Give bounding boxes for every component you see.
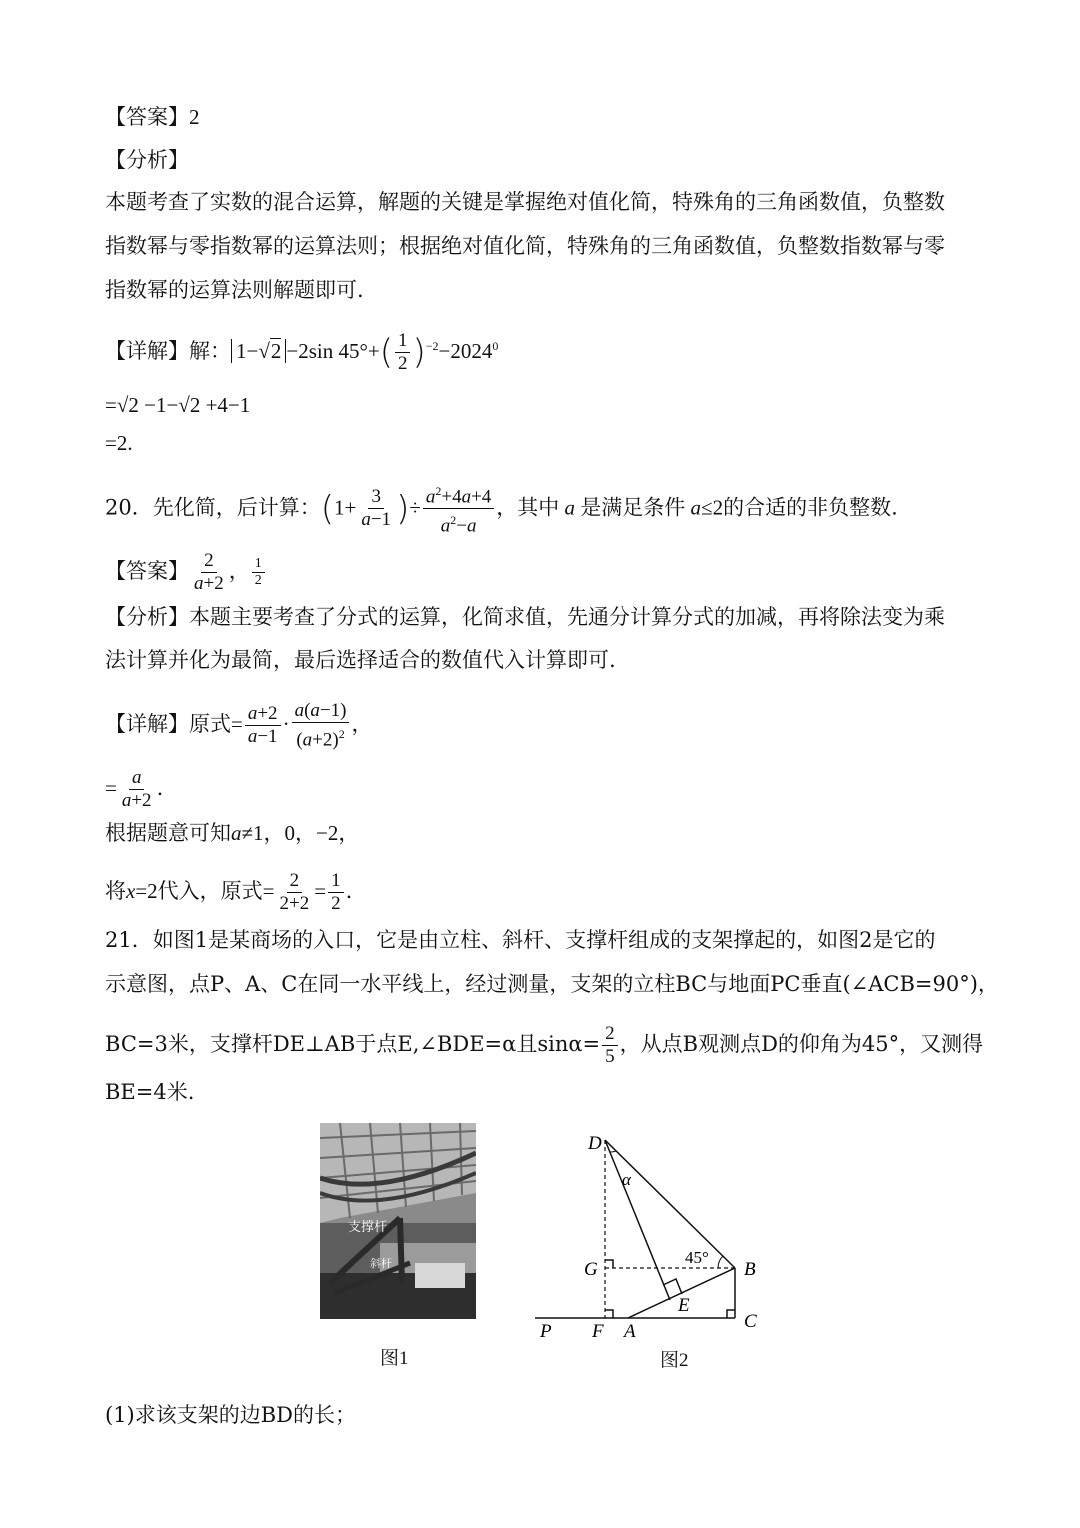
q20-substitution: 将x=2代入，原式= $\frac{2}{2+2}$ = $\frac{1}{2}$ . xyxy=(105,870,353,914)
label-B: B xyxy=(744,1259,756,1280)
q21-question-1: (1)求该支架的边BD的长； xyxy=(105,1403,357,1427)
q20-simplified: = $\frac{a}{a+2}$ . xyxy=(105,767,164,811)
q20-note-values: ≠1，0，−2， xyxy=(241,821,360,845)
detail-label: 【详解】解： xyxy=(105,339,231,363)
q21-line-1: 21．如图1是某商场的入口，它是由立柱、斜杆、支撑杆组成的支架撑起的，如图2是它的 xyxy=(105,928,936,952)
label-E: E xyxy=(678,1295,690,1316)
answer-value: 2 xyxy=(189,105,200,129)
q21-line-3b: ，从点B观测点D的仰角为45°，又测得 xyxy=(619,1032,984,1056)
label-C: C xyxy=(744,1311,757,1332)
step-1: =√2 −1−√2 +4−1 xyxy=(105,393,251,417)
q21-line-2: 示意图，点P、A、C在同一水平线上，经过测量，支架的立柱BC与地面PC垂直(∠ACB=90°)， xyxy=(105,972,999,996)
half-fraction: $\frac{1}{2}$ xyxy=(395,330,411,375)
q20-cond: 是满足条件 xyxy=(580,495,686,520)
q20-analysis-text: 本题主要考查了分式的运算，化简求值，先通分计算分式的加减，再将除法变为乘 xyxy=(189,605,945,629)
analysis-line-3: 指数幂的运算法则解题即可. xyxy=(105,278,364,302)
q20-answer: 【答案】 $\frac{2}{a+2}$ ， $\frac{1}{2}$ xyxy=(105,550,267,595)
detail-expr-tail: −2024 xyxy=(438,339,493,363)
q20-sub-mid: 代入，原式 xyxy=(157,879,263,903)
q20-note-prefix: 根据题意可知 xyxy=(105,821,231,845)
analysis-label: 【分析】 xyxy=(105,148,189,172)
q20-analysis-1 xyxy=(105,602,945,632)
answer-line xyxy=(105,102,200,132)
q20-note: 根据题意可知a≠1，0，−2， xyxy=(105,821,360,845)
label-D: D xyxy=(588,1133,602,1154)
q20-statement: 20．先化简，后计算：(1+ $\frac{3}{a-1}$ )÷ $\frac{a^2+4a+4}{a^2-a}$ ，其中 a 是满足条件 a≤2的合适的非负整数. xyxy=(105,480,898,538)
label-F: F xyxy=(592,1321,604,1340)
entrance-photo xyxy=(320,1123,476,1319)
q20-detail: 【详解】原式= $\frac{a+2}{a-1}$ · $\frac{a(a-1)}{(a+2)^2}$ ， xyxy=(105,700,373,751)
q20-analysis-2: 法计算并化为最简，最后选择适合的数值代入计算即可. xyxy=(105,648,616,672)
fig1-label-support: 支撑杆 xyxy=(348,1219,388,1234)
fig1-label-strut: 斜杆 xyxy=(370,1258,392,1270)
analysis-line-1: 本题考查了实数的混合运算，解题的关键是掌握绝对值化简，特殊角的三角函数值，负整数 xyxy=(105,190,945,214)
label-alpha: α xyxy=(622,1170,631,1189)
q20-mid: ，其中 xyxy=(496,495,560,520)
fig1-caption: 图1 xyxy=(380,1348,409,1369)
q21-line-4: BE=4米. xyxy=(105,1080,195,1104)
answer-label: 【答案】 xyxy=(105,105,189,129)
q21-line-3a: BC=3米，支撑杆DE⊥AB于点E,∠BDE=α且sinα= xyxy=(105,1032,601,1056)
label-G: G xyxy=(584,1259,598,1280)
label-45: 45° xyxy=(685,1248,709,1267)
detail-expr-mid: −2sin 45°+ xyxy=(286,339,380,363)
analysis-line-2: 指数幂与零指数幂的运算法则；根据绝对值化简，特殊角的三角函数值，负整数指数幂与零 xyxy=(105,234,945,258)
label-A: A xyxy=(624,1321,636,1340)
abs-expr: 1−√2 xyxy=(231,339,286,363)
q20-answer-label: 【答案】 xyxy=(105,559,189,583)
label-P: P xyxy=(540,1321,552,1340)
q20-detail-label: 【详解】原式 xyxy=(105,712,231,737)
detail-line: 【详解】解： 1−√2 −2sin 45°+( $\frac{1}{2}$ )$^{-2}-2024^0$ xyxy=(105,330,499,374)
geometry-diagram xyxy=(530,1125,780,1340)
fig2-caption: 图2 xyxy=(660,1350,689,1371)
q20-suffix: 的合适的非负整数. xyxy=(723,495,898,520)
q20-sub-prefix: 将 xyxy=(105,879,126,903)
q21-line-3: BC=3米，支撑杆DE⊥AB于点E,∠BDE=α且sinα= $\frac{2}{5}$ ，从点B观测点D的仰角为45°，又测得 xyxy=(105,1023,984,1067)
q20-analysis-label: 【分析】 xyxy=(105,605,189,629)
step-2: =2. xyxy=(105,431,133,455)
q20-prefix: 20．先化简，后计算： xyxy=(105,495,321,520)
